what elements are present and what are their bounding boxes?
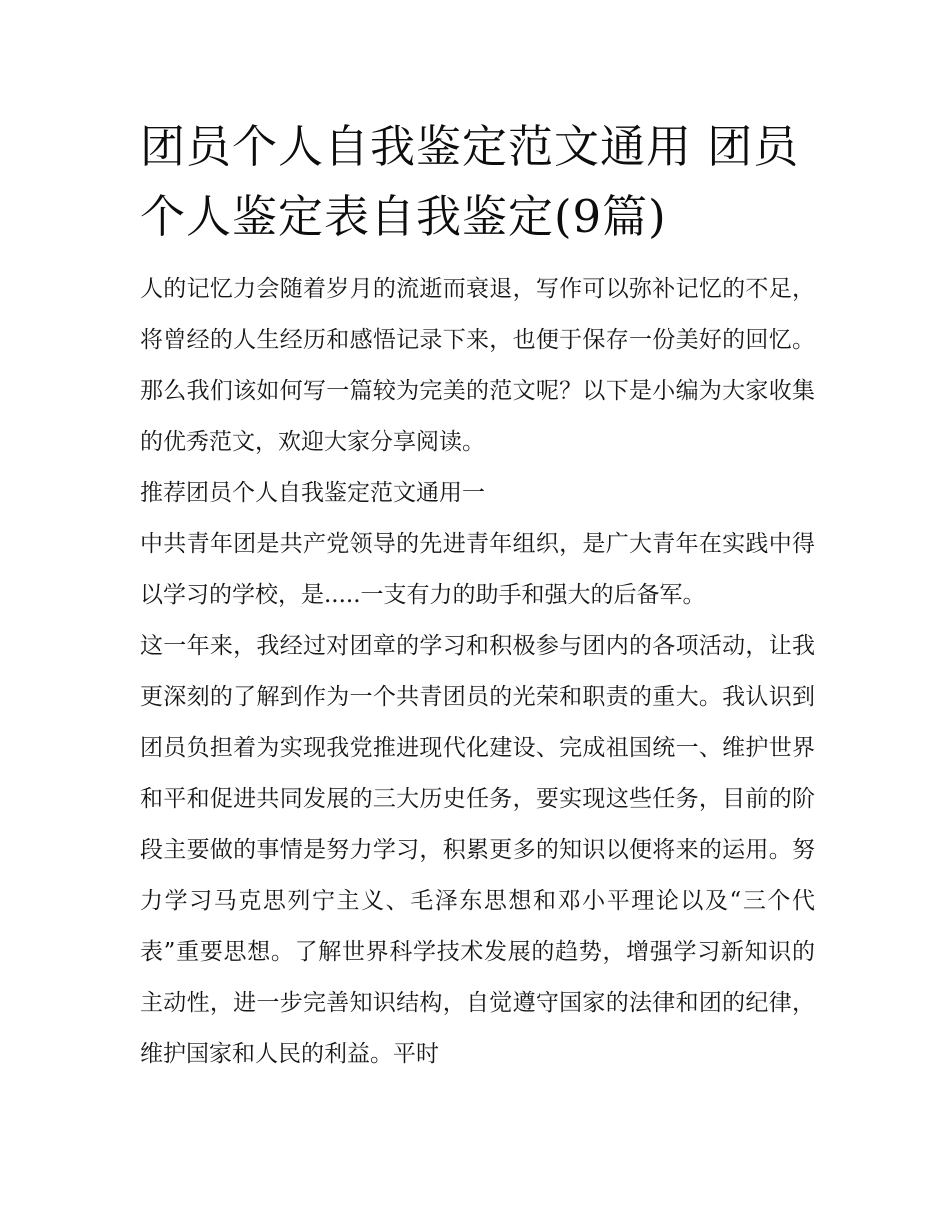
body-paragraph: 这一年来，我经过对团章的学习和积极参与团内的各项活动，让我更深刻的了解到作为一个共青团员的光荣和职责的重大。我认识到团员负担着为实现我党推进现代化建设、完成祖国统一、维护世界和平和促进共同发展的三大历史任务，要实现这些任务，目前的阶段主要做的事情是努力学习，积累更多的知识以便将来的运用。努力学习马克思列宁主义、毛泽东思想和邓小平理论以及“三个代表”重要思想。了解世界科学技术发展的趋势，增强学习新知识的主动性，进一步完善知识结构，自觉遵守国家的法律和团的纪律，维护国家和人民的利益。平时 bbox=[140, 633, 815, 1067]
document-content bbox=[140, 112, 815, 1080]
section-heading: 推荐团员个人自我鉴定范文通用一 bbox=[140, 480, 485, 506]
body-paragraph: 中共青年团是共产党领导的先进青年组织，是广大青年在实践中得以学习的学校，是.....一支有力的助手和强大的后备军。 bbox=[140, 531, 815, 608]
document-title: 团员个人自我鉴定范文通用 团员个人鉴定表自我鉴定(9篇) bbox=[140, 120, 800, 243]
intro-paragraph: 人的记忆力会随着岁月的流逝而衰退，写作可以弥补记忆的不足，将曾经的人生经历和感悟记录下来，也便于保存一份美好的回忆。那么我们该如何写一篇较为完美的范文呢？以下是小编为大家收集的优秀范文，欢迎大家分享阅读。 bbox=[140, 276, 815, 455]
